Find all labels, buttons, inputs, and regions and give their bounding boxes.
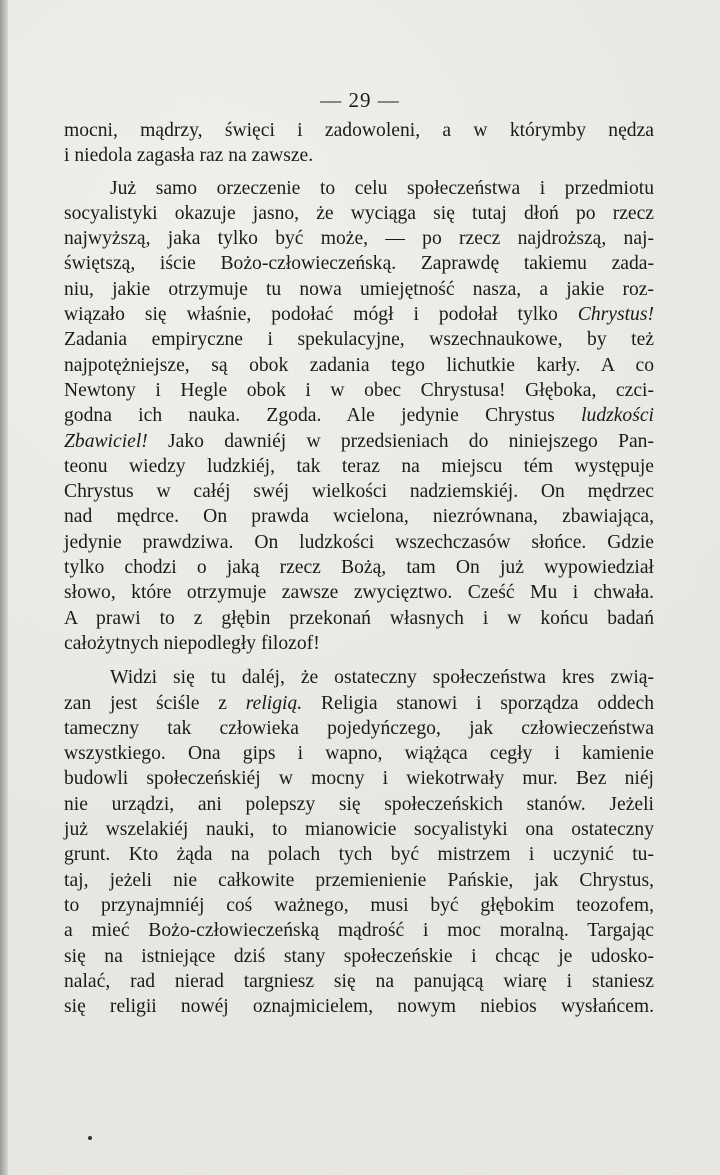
line-text: tylko chodzi o jaką rzecz Bożą, tam On już wypowiedział: [64, 557, 654, 579]
text-line: [64, 766, 654, 791]
line-text: nie urządzi, ani polepszy się społeczeńskich stanów. Jeżeli: [64, 793, 654, 815]
text-line: [64, 353, 654, 378]
line-text: jedynie prawdziwa. On ludzkości wszechczasów słońce. Gdzie: [64, 531, 654, 553]
text-line: [64, 580, 654, 605]
line-text: słowo, które otrzymuje zawsze zwycięztwo. Cześć Mu i chwała.: [64, 582, 654, 604]
text-line: [64, 327, 654, 352]
line-text: teonu wiedzy ludzkiéj, tak teraz na miejscu tém występuje: [64, 455, 654, 477]
line-text: Religia stanowi i sporządza oddech: [302, 692, 654, 714]
line-text: wiązało się właśnie, podołać mógł i podołał tylko: [64, 304, 578, 326]
text-line: [64, 176, 654, 201]
text-line: [64, 201, 654, 226]
line-text: już wszelakiéj nauki, to mianowicie socyalistyki ona ostateczny: [64, 819, 654, 841]
text-line: [64, 251, 654, 276]
text-line: [64, 302, 654, 327]
line-text: Zadania empiryczne i spekulacyjne, wszechnaukowe, by też: [64, 329, 654, 351]
text-line: [64, 555, 654, 580]
text-line: [64, 792, 654, 817]
text-line: [64, 226, 654, 251]
text-line: [64, 691, 654, 716]
line-text: taj, jeżeli nie całkowite przemienienie Pańskie, jak Chrystus,: [64, 869, 654, 891]
text-line: [64, 842, 654, 867]
ink-speck: [88, 1136, 92, 1140]
line-text: Widzi się tu daléj, że ostateczny społeczeństwa kres zwią-: [110, 667, 654, 689]
text-line: [64, 504, 654, 529]
line-text: godna ich nauka. Zgoda. Ale jedynie Chrystus: [64, 405, 582, 427]
line-text: świętszą, iście Bożo-człowieczeńską. Zaprawdę takiemu zada-: [64, 253, 654, 275]
text-line: [64, 817, 654, 842]
line-text: i niedola zagasła raz na zawsze.: [64, 145, 314, 167]
text-line: [64, 277, 654, 302]
line-text: socyalistyki okazuje jasno, że wyciąga się tutaj dłoń po rzecz: [64, 202, 654, 224]
italic-text: Chrystus!: [577, 304, 654, 326]
text-line: [64, 403, 654, 428]
line-text: A prawi to z głębin przekonań własnych i w końcu badań: [64, 607, 654, 629]
body-text: [64, 118, 654, 1019]
line-text: mocni, mądrzy, święci i zadowoleni, a w którymby nędza: [64, 120, 654, 141]
line-text: się religii nowéj oznajmicielem, nowym niebios wysłańcem.: [64, 996, 654, 1018]
text-line: [64, 665, 654, 690]
line-text: niu, jakie otrzymuje tu nowa umiejętność nasza, a jakie roz-: [64, 278, 654, 300]
line-text: całożytnych niepodległy filozof!: [64, 632, 320, 654]
italic-text: ludzkości: [581, 405, 654, 427]
text-line: [64, 994, 654, 1019]
text-line: [64, 530, 654, 555]
text-line: [64, 741, 654, 766]
text-line: [64, 868, 654, 893]
line-text: najwyższą, jaka tylko być może, — po rzecz najdroższą, naj-: [64, 228, 654, 250]
line-text: nalać, rad nierad targniesz się na panującą wiarę i staniesz: [64, 970, 654, 992]
page-number: — 29 —: [320, 88, 400, 112]
text-line: [64, 631, 654, 656]
text-line: [64, 716, 654, 741]
line-text: nad mędrce. On prawda wcielona, niezrównana, zbawiająca,: [64, 506, 654, 528]
line-text: tameczny tak człowieka pojedyńczego, jak człowieczeństwa: [64, 717, 654, 739]
text-line: [64, 969, 654, 994]
text-line: [64, 143, 654, 168]
line-text: wszystkiego. Ona gips i wapno, wiążąca cegły i kamienie: [64, 743, 654, 765]
paragraph-gap: [64, 656, 654, 665]
line-text: najpotężniejsze, są obok zadania tego lichutkie karły. A co: [64, 354, 654, 376]
line-text: budowli społeczeńskiéj w mocny i wiekotrwały mur. Bez niéj: [64, 768, 654, 790]
text-line: [64, 918, 654, 943]
text-line: [64, 429, 654, 454]
text-line: [64, 378, 654, 403]
line-text: się na istniejące dziś stany społeczeńskie i chcąc je udosko-: [64, 945, 654, 967]
line-text: a mieć Bożo-człowieczeńską mądrość i moc moralną. Targając: [64, 920, 654, 942]
italic-text: religią.: [245, 692, 303, 714]
text-line: [64, 606, 654, 631]
line-text: Newtony i Hegle obok i w obec Chrystusa! Głęboka, czci-: [64, 379, 654, 401]
text-line: [64, 944, 654, 969]
text-line: [64, 479, 654, 504]
text-line: [64, 454, 654, 479]
text-line: [64, 893, 654, 918]
italic-text: Zbawiciel!: [64, 430, 148, 452]
line-text: to przynajmniéj coś ważnego, musi być głębokim teozofem,: [64, 894, 654, 916]
line-text: Już samo orzeczenie to celu społeczeństwa i przedmiotu: [110, 177, 654, 199]
line-text: Chrystus w całéj swéj wielkości nadziemskiéj. On mędrzec: [64, 481, 654, 503]
line-text: grunt. Kto żąda na polach tych być mistrzem i uczynić tu-: [64, 844, 654, 866]
page-spine-edge: [0, 0, 8, 1175]
line-text: zan jest ściśle z: [64, 692, 246, 714]
line-text: Jako dawniéj w przedsieniach do niniejszego Pan-: [147, 430, 654, 452]
paragraph-gap: [64, 169, 654, 176]
text-line: [64, 118, 654, 143]
